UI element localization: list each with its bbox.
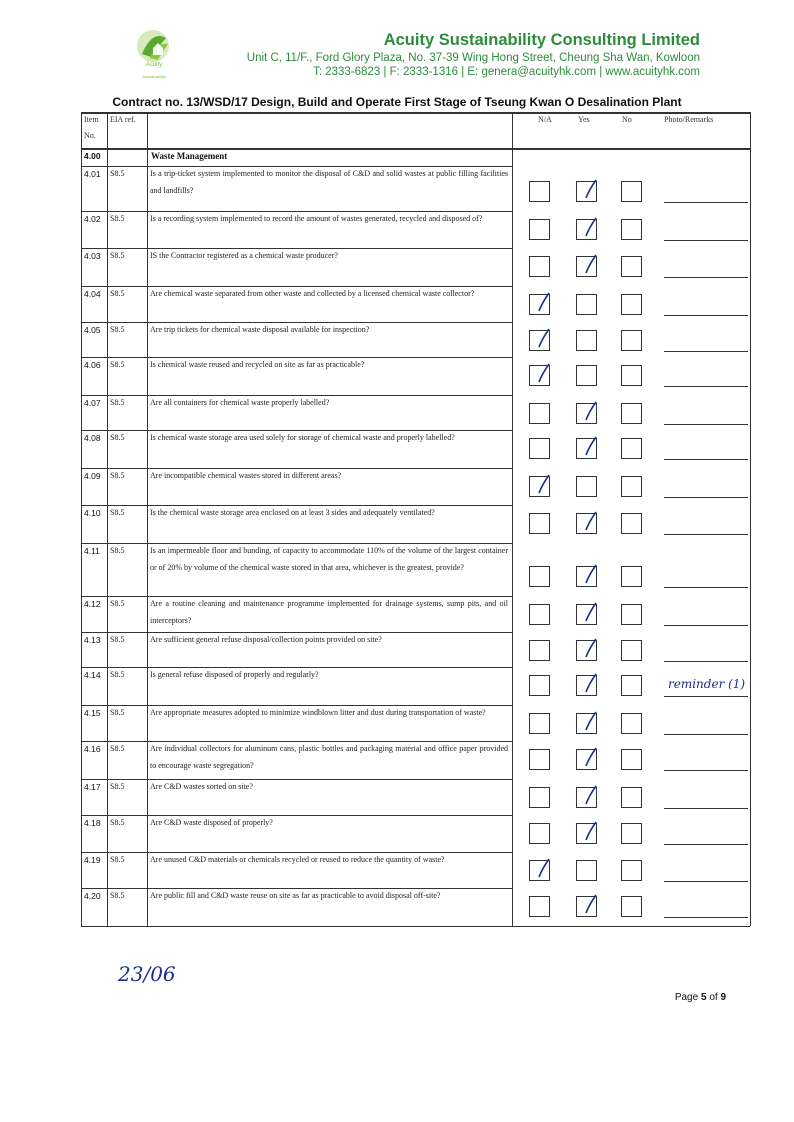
remark-line [664,734,748,735]
row-item-number: 4.11 [84,546,100,556]
row-question: Is a recording system implemented to record the amount of wastes generated, recycled and disposed of? [150,214,483,223]
tick-mark [574,173,604,203]
company-logo [128,24,182,80]
checkbox-no[interactable] [621,403,642,424]
row-question: Are C&D waste disposed of properly? [150,818,273,827]
tick-mark [574,741,604,771]
row-item-number: 4.06 [84,360,101,370]
remark-line [664,240,748,241]
tick-mark [574,430,604,460]
checkbox-no[interactable] [621,181,642,202]
remark-line [664,534,748,535]
checkbox-no[interactable] [621,604,642,625]
row-eia-ref: S8.5 [110,214,125,223]
row-eia-ref: S8.5 [110,744,125,753]
tick-mark [574,705,604,735]
remark-line [664,625,748,626]
checkbox-na[interactable] [529,566,550,587]
checkbox-no[interactable] [621,256,642,277]
tick-mark [574,395,604,425]
tick-mark [527,286,557,316]
row-item-number: 4.07 [84,398,101,408]
checkbox-na[interactable] [529,604,550,625]
table-hline [81,113,750,114]
checkbox-na[interactable] [529,256,550,277]
row-item-number: 4.01 [84,169,101,179]
remark-line [664,696,748,697]
section-title: Waste Management [151,151,228,161]
tick-mark [527,357,557,387]
company-address: Unit C, 11/F., Ford Glory Plaza, No. 37-39 Wing Hong Street, Cheung Sha Wan, Kowloon [246,52,700,64]
table-hline [81,926,750,927]
row-question: Are appropriate measures adopted to minimize windblown litter and dust during transportation of waste? [150,708,486,717]
header-item-no: No. [84,131,96,140]
row-eia-ref: S8.5 [110,471,125,480]
row-eia-ref: S8.5 [110,635,125,644]
row-eia-ref: S8.5 [110,251,125,260]
table-vline [147,112,148,926]
remark-line [664,386,748,387]
row-eia-ref: S8.5 [110,508,125,517]
checkbox-no[interactable] [621,675,642,696]
header-na: N/A [538,115,552,124]
checkbox-yes[interactable] [576,330,597,351]
tick-mark [527,852,557,882]
checkbox-na[interactable] [529,513,550,534]
row-question: IS the Contractor registered as a chemical waste producer? [150,251,338,260]
row-question: Are a routine cleaning and maintenance programme implemented for drainage systems, sump pits, and oil interceptors? [150,599,508,625]
row-item-number: 4.19 [84,855,101,865]
remark-line [664,917,748,918]
tick-mark [527,322,557,352]
checkbox-no[interactable] [621,365,642,386]
checkbox-no[interactable] [621,860,642,881]
checkbox-na[interactable] [529,219,550,240]
table-hline [81,149,750,150]
remark-line [664,808,748,809]
row-item-number: 4.08 [84,433,101,443]
remark-line [664,587,748,588]
company-name: Acuity Sustainability Consulting Limited [383,31,700,49]
handwritten-remark: reminder (1) [668,677,746,691]
table-vline [81,112,82,926]
checkbox-yes[interactable] [576,365,597,386]
logo-subtext: Sustainability [142,74,166,79]
tick-mark [574,558,604,588]
checkbox-no[interactable] [621,330,642,351]
row-eia-ref: S8.5 [110,891,125,900]
checkbox-na[interactable] [529,181,550,202]
header-yes: Yes [578,115,590,124]
row-question: Are all containers for chemical waste properly labelled? [150,398,330,407]
row-eia-ref: S8.5 [110,169,125,178]
row-question: Are chemical waste separated from other waste and collected by a licensed chemical waste collector? [150,289,475,298]
checkbox-no[interactable] [621,294,642,315]
checkbox-no[interactable] [621,476,642,497]
checkbox-no[interactable] [621,438,642,459]
row-item-number: 4.09 [84,471,101,481]
remark-line [664,459,748,460]
remark-line [664,881,748,882]
tick-mark [574,505,604,535]
checkbox-no[interactable] [621,896,642,917]
checkbox-no[interactable] [621,823,642,844]
row-eia-ref: S8.5 [110,708,125,717]
page-number: Page 5 of 9 [674,992,726,1003]
header-remarks: Photo/Remarks [664,115,714,124]
checkbox-na[interactable] [529,713,550,734]
row-eia-ref: S8.5 [110,818,125,827]
handwritten-date: 23/06 [118,962,176,986]
remark-line [664,202,748,203]
checkbox-na[interactable] [529,787,550,808]
row-eia-ref: S8.5 [110,360,125,369]
table-vline [750,112,751,926]
row-item-number: 4.18 [84,818,101,828]
checkbox-na[interactable] [529,403,550,424]
contract-title: Contract no. 13/WSD/17 Design, Build and Operate First Stage of Tseung Kwan O Desalination Plant [112,95,682,109]
row-item-number: 4.12 [84,599,101,609]
row-eia-ref: S8.5 [110,398,125,407]
row-item-number: 4.05 [84,325,101,335]
remark-line [664,661,748,662]
checkbox-na[interactable] [529,438,550,459]
checkbox-no[interactable] [621,787,642,808]
remark-line [664,277,748,278]
remark-line [664,844,748,845]
row-item-number: 4.13 [84,635,101,645]
row-question: Are individual collectors for aluminum cans, plastic bottles and packaging material and office paper provided to encourage waste segregation? [150,744,508,770]
checkbox-no[interactable] [621,219,642,240]
row-eia-ref: S8.5 [110,782,125,791]
checkbox-yes[interactable] [576,476,597,497]
table-vline [107,112,108,926]
company-contact: T: 2333-6823 | F: 2333-1316 | E: genera@acuityhk.com | www.acuityhk.com [313,66,700,78]
header-no: No [622,115,632,124]
tick-mark [574,815,604,845]
header-item: Item [84,115,99,124]
row-question: Is chemical waste storage area used solely for storage of chemical waste and properly labelled? [150,433,455,442]
checkbox-na[interactable] [529,749,550,770]
checkbox-na[interactable] [529,640,550,661]
checkbox-na[interactable] [529,823,550,844]
row-eia-ref: S8.5 [110,670,125,679]
row-eia-ref: S8.5 [110,433,125,442]
row-question: Is the chemical waste storage area enclosed on at least 3 sides and adequately ventilated? [150,508,435,517]
row-item-number: 4.02 [84,214,101,224]
row-question: Are incompatible chemical wastes stored in different areas? [150,471,342,480]
table-vline [512,112,513,926]
checkbox-no[interactable] [621,566,642,587]
row-eia-ref: S8.5 [110,855,125,864]
tick-mark [574,779,604,809]
row-question: Are public fill and C&D waste reuse on site as far as practicable to avoid disposal off-site? [150,891,441,900]
row-question: Is an impermeable floor and bunding, of capacity to accommodate 110% of the volume of the largest container or of 20% by volume of the chemical waste stored in that area, whichever is the greatest, provide? [150,546,508,572]
row-question: Is general refuse disposed of properly and regularly? [150,670,319,679]
row-question: Are C&D wastes sorted on site? [150,782,253,791]
tick-mark [574,248,604,278]
logo-text: Acuity [145,62,163,68]
row-item-number: 4.15 [84,708,101,718]
row-eia-ref: S8.5 [110,289,125,298]
remark-line [664,351,748,352]
checkbox-no[interactable] [621,513,642,534]
remark-line [664,497,748,498]
row-item-number: 4.04 [84,289,101,299]
tick-mark [574,667,604,697]
header-eia-ref: EIA ref. [110,115,136,124]
row-question: Is a trip-ticket system implemented to monitor the disposal of C&D and solid wastes at public filling facilities and landfills? [150,169,508,195]
checkbox-na[interactable] [529,675,550,696]
row-item-number: 4.14 [84,670,101,680]
row-question: Are unused C&D materials or chemicals recycled or reused to reduce the quantity of waste? [150,855,445,864]
remark-line [664,315,748,316]
row-item-number: 4.10 [84,508,101,518]
row-item-number: 4.20 [84,891,101,901]
row-question: Are sufficient general refuse disposal/collection points provided on site? [150,635,382,644]
tick-mark [574,632,604,662]
row-item-number: 4.16 [84,744,101,754]
checkbox-yes[interactable] [576,860,597,881]
row-question: Is chemical waste reused and recycled on site as far as practicable? [150,360,365,369]
tick-mark [574,888,604,918]
tick-mark [527,468,557,498]
row-item-number: 4.17 [84,782,101,792]
checkbox-na[interactable] [529,896,550,917]
checkbox-no[interactable] [621,713,642,734]
row-eia-ref: S8.5 [110,325,125,334]
tick-mark [574,211,604,241]
remark-line [664,770,748,771]
row-eia-ref: S8.5 [110,599,125,608]
checkbox-no[interactable] [621,749,642,770]
remark-line [664,424,748,425]
tick-mark [574,596,604,626]
row-item-number: 4.03 [84,251,101,261]
checkbox-no[interactable] [621,640,642,661]
checkbox-yes[interactable] [576,294,597,315]
row-question: Are trip tickets for chemical waste disposal available for inspection? [150,325,370,334]
row-eia-ref: S8.5 [110,546,125,555]
section-number: 4.00 [84,151,101,161]
